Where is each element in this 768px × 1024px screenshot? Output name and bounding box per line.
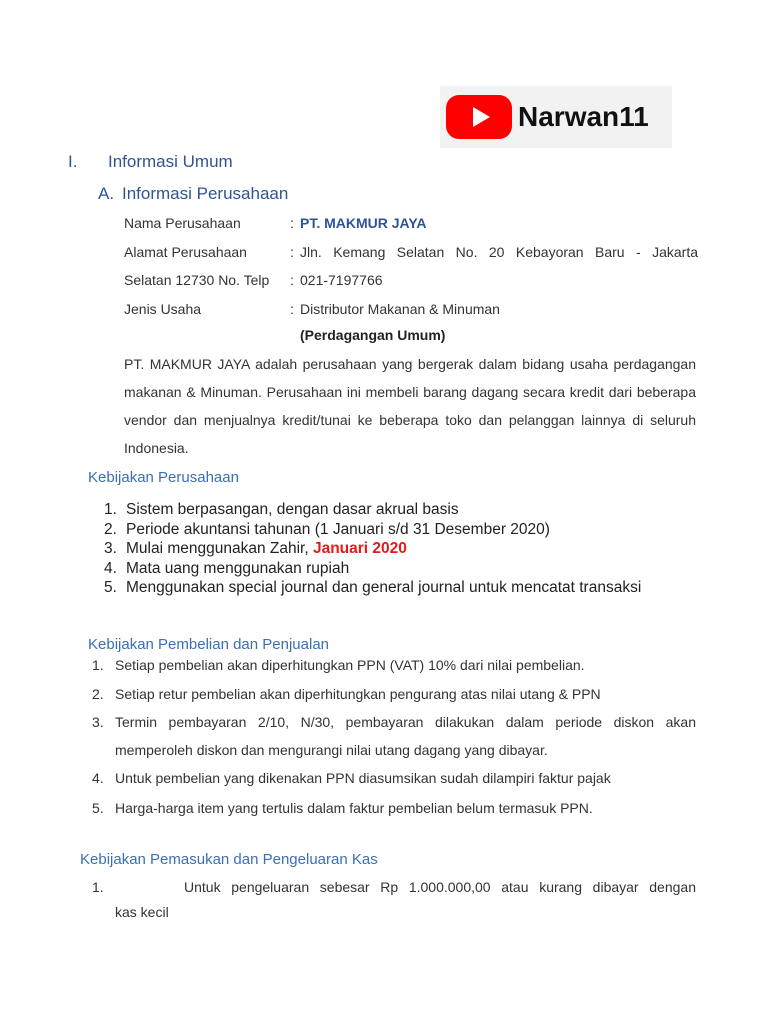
highlight-date: Januari 2020 bbox=[312, 540, 407, 557]
list-item: 3. Mulai menggunakan Zahir, Januari 2020 bbox=[104, 540, 407, 557]
section-kebijakan-perusahaan: Kebijakan Perusahaan bbox=[88, 469, 239, 486]
channel-logo bbox=[440, 86, 672, 148]
company-description: PT. MAKMUR JAYA adalah perusahaan yang bergerak dalam bidang usaha perdagangan makanan & Minuman. Perusahaan ini membeli barang dagang secara kredit dari beberapa vendor dan menjualnya kredit/tunai ke beberapa toko dan pelanggan lainnya di seluruh Indonesia. bbox=[124, 356, 696, 456]
address-continuation: Selatan 12730 No. Telp bbox=[124, 272, 270, 288]
phone-value: 021-7197766 bbox=[300, 272, 383, 288]
info-row-name: Nama Perusahaan : PT. MAKMUR JAYA bbox=[124, 215, 698, 231]
business-note: (Perdagangan Umum) bbox=[300, 327, 446, 343]
list-item: 3. Termin pembayaran 2/10, N/30, pembayaran dilakukan dalam periode diskon akan memperoleh diskon dan mengurangi nilai utang dagang yang dibayar. bbox=[92, 714, 696, 758]
company-name: PT. MAKMUR JAYA bbox=[300, 215, 427, 231]
heading-section-A: A. Informasi Perusahaan bbox=[98, 184, 289, 203]
list-item: 4. Untuk pembelian yang dikenakan PPN diasumsikan sudah dilampiri faktur pajak bbox=[92, 770, 611, 786]
business-value: Distributor Makanan & Minuman bbox=[300, 301, 500, 317]
heading-title: Informasi Perusahaan bbox=[122, 184, 289, 203]
youtube-icon bbox=[446, 95, 512, 139]
list-item: 1. Untuk pengeluaran sebesar Rp 1.000.000,00 atau kurang dibayar dengan bbox=[92, 879, 696, 895]
list-item: 1. Setiap pembelian akan diperhitungkan PPN (VAT) 10% dari nilai pembelian. bbox=[92, 657, 585, 673]
list-kebijakan-perusahaan bbox=[104, 500, 641, 598]
heading-section-I: I. Informasi Umum bbox=[68, 152, 233, 171]
list-item: 4. Mata uang menggunakan rupiah bbox=[104, 559, 350, 577]
list-kebijakan-kas bbox=[92, 879, 696, 920]
list-item: 1. Sistem berpasangan, dengan dasar akrual basis bbox=[104, 501, 459, 518]
channel-name: Narwan11 bbox=[518, 101, 649, 132]
list-item: 5. Harga-harga item yang tertulis dalam faktur pembelian belum termasuk PPN. bbox=[92, 800, 593, 816]
info-row-business: Jenis Usaha : Distributor Makanan & Minuman bbox=[124, 301, 698, 317]
heading-title: Informasi Umum bbox=[108, 152, 233, 171]
list-item: 2. Periode akuntansi tahunan (1 Januari s/d 31 Desember 2020) bbox=[104, 520, 550, 538]
list-item: 5. Menggunakan special journal dan general journal untuk mencatat transaksi bbox=[104, 579, 642, 596]
info-row-phone: Selatan 12730 No. Telp : 021-7197766 bbox=[124, 272, 698, 288]
address-value: Jln. Kemang Selatan No. 20 Kebayoran Baru - Jakarta bbox=[300, 244, 698, 260]
info-row-address: Alamat Perusahaan : Jln. Kemang Selatan No. 20 Kebayoran Baru - Jakarta bbox=[124, 244, 698, 260]
section-kebijakan-pembelian: Kebijakan Pembelian dan Penjualan bbox=[88, 636, 330, 653]
section-kebijakan-kas: Kebijakan Pemasukan dan Pengeluaran Kas bbox=[80, 851, 378, 868]
list-item: 2. Setiap retur pembelian akan diperhitungkan pengurang atas nilai utang & PPN bbox=[92, 686, 601, 702]
list-item-continuation: kas kecil bbox=[115, 904, 169, 920]
